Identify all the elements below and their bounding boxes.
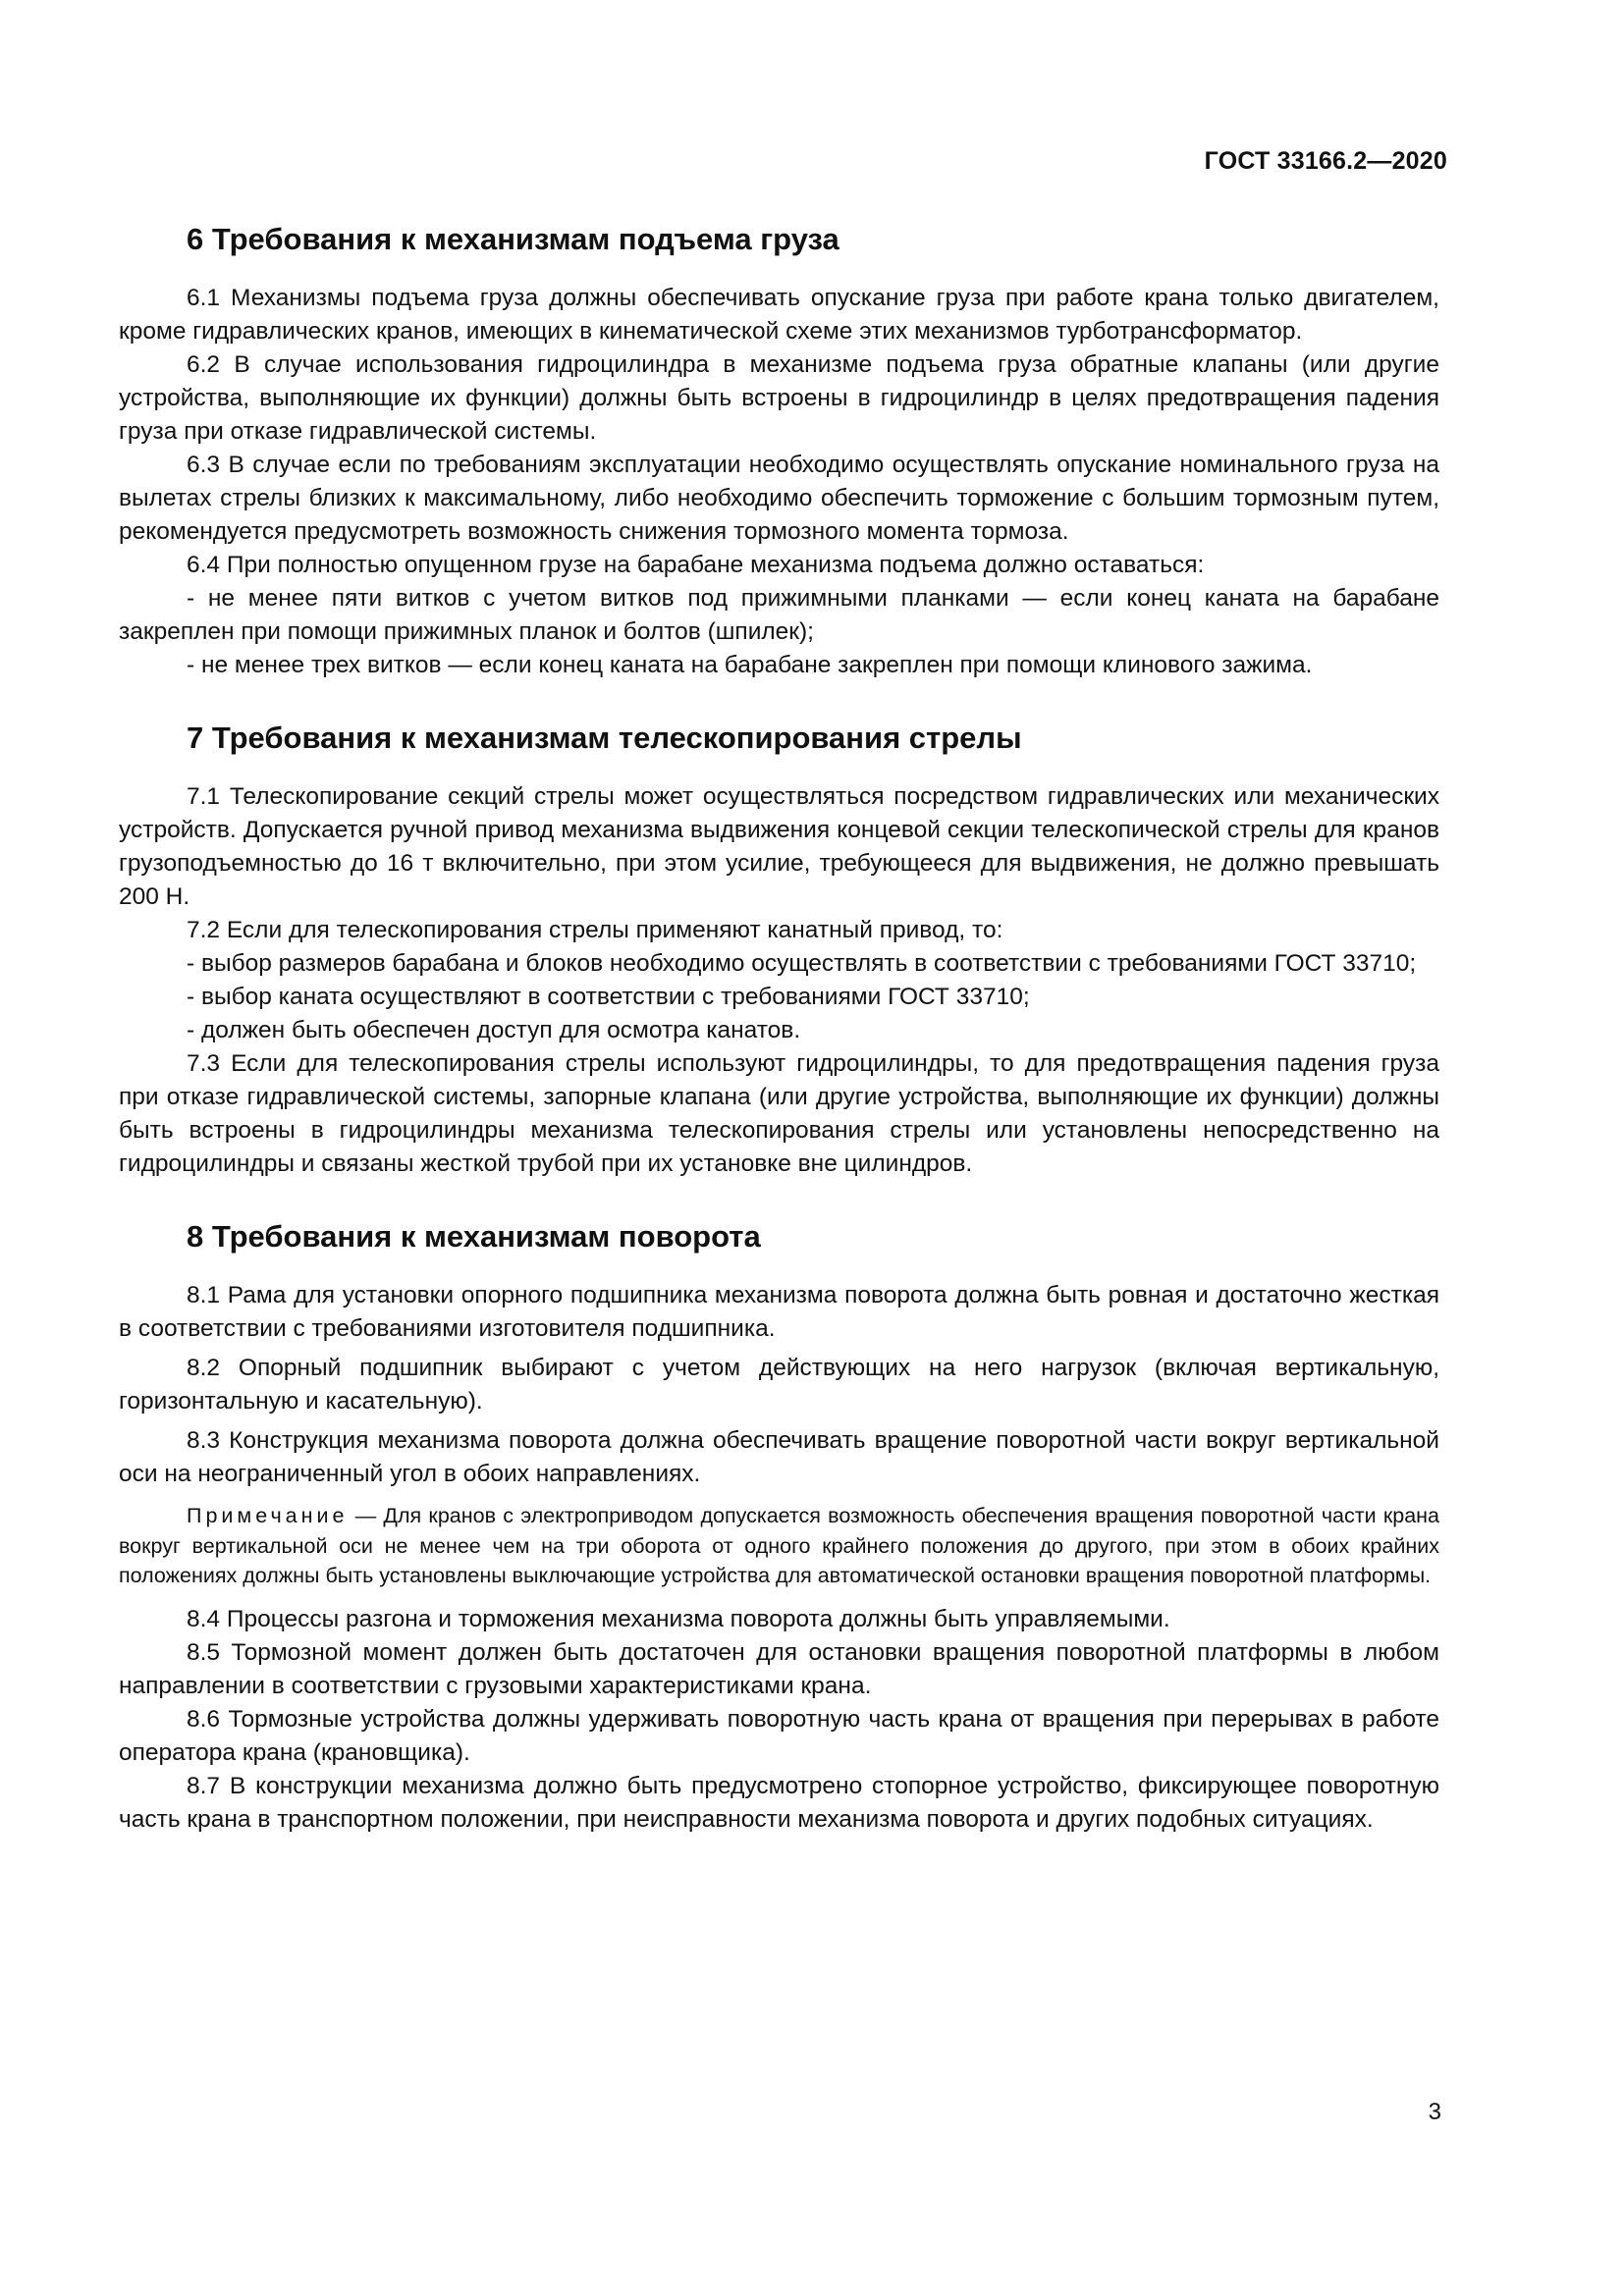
paragraph: 7.1 Телескопирование секций стрелы может осуществляться посредством гидравлических или механических устройств. Допускается ручной привод механизма выдвижения концевой секции телескопической стрелы для кранов грузоподъемностью до 16 т включительно, при этом усилие, требующееся для выдвижения, не должно превышать 200 Н. [119,783,1439,911]
section-title: 6 Требования к механизмам подъема груза [187,222,839,256]
paragraph: 8.6 Тормозные устройства должны удерживать поворотную часть крана от вращения при перерывах в работе оператора крана (крановщика). [119,1705,1439,1766]
note-label: Примечание [187,1504,349,1528]
list-item: - должен быть обеспечен доступ для осмотра канатов. [187,1017,801,1044]
paragraph: 8.4 Процессы разгона и торможения механизма поворота должны быть управляемыми. [187,1605,1170,1632]
paragraph: 7.2 Если для телескопирования стрелы применяют канатный привод, то: [187,917,1003,944]
paragraph: 8.2 Опорный подшипник выбирают с учетом действующих на него нагрузок (включая вертикальную, горизонтальную и касательную). [119,1355,1439,1415]
page-content [119,223,1439,1876]
paragraph: 8.7 В конструкции механизма должно быть предусмотрено стопорное устройство, фиксирующее поворотную часть крана в транспортном положении, при неисправности механизма поворота и других подобных ситуациях. [119,1772,1439,1833]
paragraph: 7.3 Если для телескопирования стрелы используют гидроцилиндры, то для предотвращения падения груза при отказе гидравлической системы, запорные клапана (или другие устройства, выполняющие их функции) должны быть встроены в гидроцилиндры механизма телескопирования стрелы или установлены непосредственно на гидроцилиндры и связаны жесткой трубой при их установке вне цилиндров. [119,1050,1439,1178]
section-title: 8 Требования к механизмам поворота [187,1219,761,1255]
list-item: - выбор каната осуществляют в соответствии с требованиями ГОСТ 33710; [187,984,1030,1011]
document-code: ГОСТ 33166.2—2020 [1204,147,1447,175]
paragraph: 8.1 Рама для установки опорного подшипника механизма поворота должна быть ровная и достаточно жесткая в соответствии с требованиями изготовителя подшипника. [119,1282,1439,1343]
section-8 [119,1220,1439,1837]
paragraph: 8.3 Конструкция механизма поворота должна обеспечивать вращение поворотной части вокруг вертикальной оси на неограниченный угол в обоих направлениях. [119,1427,1439,1488]
list-item: - выбор размеров барабана и блоков необходимо осуществлять в соответствии с требованиями ГОСТ 33710; [187,950,1417,978]
paragraph: 6.1 Механизмы подъема груза должны обеспечивать опускание груза при работе крана только двигателем, кроме гидравлических кранов, имеющих в кинематической схеме этих механизмов турботрансформатор. [119,285,1439,346]
section-7 [119,721,1439,1181]
page-number: 3 [1428,2099,1441,2125]
paragraph: 6.4 При полностью опущенном грузе на барабане механизма подъема должно оставаться: [187,552,1205,579]
note [119,1501,1439,1591]
list-item: - не менее трех витков — если конец каната на барабане закреплен при помощи клинового зажима. [187,652,1313,679]
list-item: - не менее пяти витков с учетом витков под прижимными планками — если конец каната на барабане закреплен при помощи прижимных планок и болтов (шпилек); [119,585,1439,646]
section-6 [119,223,1439,682]
paragraph: 6.3 В случае если по требованиям эксплуатации необходимо осуществлять опускание номинального груза на вылетах стрелы близких к максимальному, либо необходимо обеспечить торможение с большим тормозным путем, рекомендуется предусмотреть возможность снижения тормозного момента тормоза. [119,452,1439,546]
note-text: — Для кранов с электроприводом допускается возможность обеспечения вращения поворотной части крана вокруг вертикальной оси не менее чем на три оборота от одного крайнего положения до другого, при этом в обоих крайних положениях должны быть установлены выключающие устройства для автоматической остановки вращения поворотной платформы. [119,1504,1439,1588]
paragraph: 6.2 В случае использования гидроцилиндра в механизме подъема груза обратные клапаны (или другие устройства, выполняющие их функции) должны быть встроены в гидроцилиндр в целях предотвращения падения груза при отказе гидравлической системы. [119,351,1439,446]
section-title: 7 Требования к механизмам телескопирования стрелы [187,721,1022,756]
paragraph: 8.5 Тормозной момент должен быть достаточен для остановки вращения поворотной платформы в любом направлении в соответствии с грузовыми характеристиками крана. [119,1638,1439,1699]
